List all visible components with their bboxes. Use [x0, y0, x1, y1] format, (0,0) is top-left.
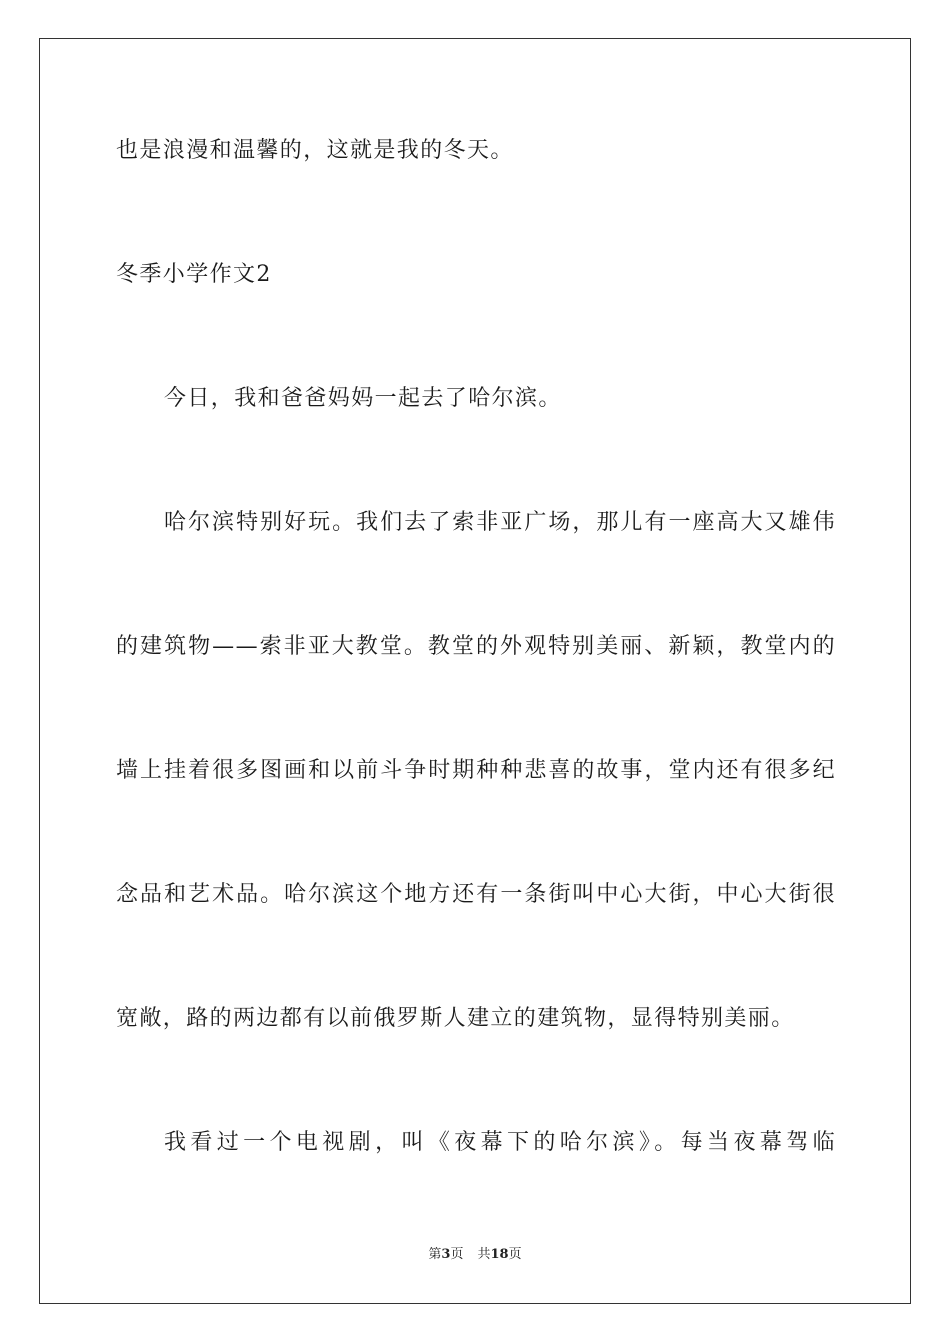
text-line-5: 的建筑物——索非亚大教堂。教堂的外观特别美丽、新颖，教堂内的 — [116, 634, 836, 659]
section-heading: 冬季小学作文2 — [116, 262, 272, 287]
page-frame — [39, 38, 911, 1304]
page-suffix: 页 — [450, 1247, 464, 1262]
text-line-7: 念品和艺术品。哈尔滨这个地方还有一条街叫中心大街，中心大街很 — [116, 882, 836, 907]
text-line-3: 今日，我和爸爸妈妈一起去了哈尔滨。 — [164, 386, 562, 411]
text-line-6: 墙上挂着很多图画和以前斗争时期种种悲喜的故事，堂内还有很多纪 — [116, 758, 836, 783]
text-line-4: 哈尔滨特别好玩。我们去了索非亚广场，那儿有一座高大又雄伟 — [164, 510, 836, 535]
text-line-1: 也是浪漫和温馨的，这就是我的冬天。 — [116, 138, 514, 163]
text-line-9: 我看过一个电视剧，叫《夜幕下的哈尔滨》。每当夜幕驾临 — [164, 1130, 836, 1155]
total-pages: 18 — [490, 1247, 509, 1262]
total-prefix: 共 — [477, 1247, 491, 1262]
page-number: 3 — [441, 1247, 451, 1262]
page-prefix: 第 — [428, 1247, 442, 1262]
page-footer — [0, 1246, 950, 1264]
text-line-8: 宽敞，路的两边都有以前俄罗斯人建立的建筑物，显得特别美丽。 — [116, 1006, 795, 1031]
total-suffix: 页 — [508, 1247, 522, 1262]
